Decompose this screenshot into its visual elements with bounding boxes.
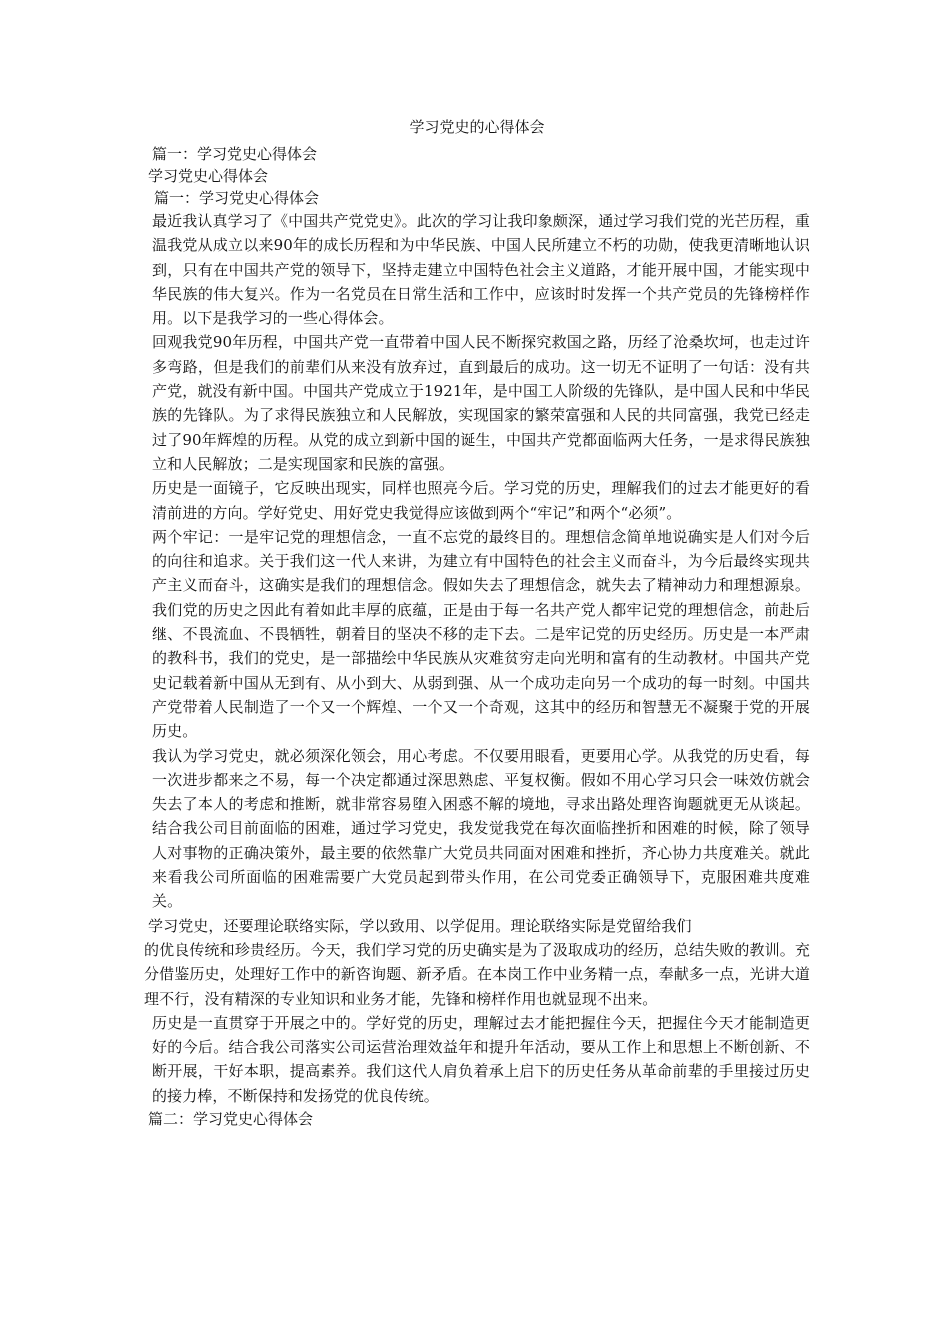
section-heading: 篇一：学习党史心得体会: [154, 189, 320, 207]
paragraph: 我认为学习党史，就必须深化领会，用心考虑。不仅要用眼看，更要用心学。从我党的历史看，每一次进步都来之不易，每一个决定都通过深思熟虑、平复权衡。假如不用心学习只会一味效仿就会失去了本人的考虑和推断，就非常容易堕入困惑不解的境地，寻求出路处理咨询题就更无从谈起。结合我公司目前面临的困难，通过学习党史，我发觉我党在每次面临挫折和困难的时候，除了领导人对事物的正确决策外，最主要的依然靠广大党员共同面对困难和挫折，齐心协力共度难关。就此来看我公司所面临的困难需要广大党员起到带头作用，在公司党委正确领导下，克服困难共度难关。: [152, 746, 810, 911]
paragraph: 两个牢记：一是牢记党的理想信念，一直不忘党的最终目的。理想信念简单地说确实是人们对今后的向往和追求。关于我们这一代人来讲，为建立有中国特色的社会主义而奋斗，为今后最终实现共产主义而奋斗，这确实是我们的理想信念。假如失去了理想信念，就失去了精神动力和理想源泉。我们党的历史之因此有着如此丰厚的底蕴，正是由于每一名共产党人都牢记党的理想信念，前赴后继、不畏流血、不畏牺牲，朝着目的坚决不移的走下去。二是牢记党的历史经历。历史是一本严肃的教科书，我们的党史，是一部描绘中华民族从灾难贫穷走向光明和富有的生动教材。中国共产党史记载着新中国从无到有、从小到大、从弱到强、从一个成功走向另一个成功的每一时刻。中国共产党带着人民制造了一个又一个辉煌、一个又一个奇观，这其中的经历和智慧无不凝聚于党的开展历史。: [152, 527, 810, 741]
paragraph: 回观我党90年历程，中国共产党一直带着中国人民不断探究救国之路，历经了沧桑坎坷，也走过许多弯路，但是我们的前辈们从来没有放弃过，直到最后的成功。这一切无不证明了一句话：没有共产党，就没有新中国。中国共产党成立于1921年，是中国工人阶级的先锋队，是中国人民和中华民族的先锋队。为了求得民族独立和人民解放，实现国家的繁荣富强和人民的共同富强，我党已经走过了90年辉煌的历程。从党的成立到新中国的诞生，中国共产党都面临两大任务，一是求得民族独立和人民解放；二是实现国家和民族的富强。: [152, 333, 810, 473]
section-heading: 篇一：学习党史心得体会: [152, 145, 318, 163]
document-title: 学习党史的心得体会: [409, 118, 545, 136]
paragraph: 最近我认真学习了《中国共产党党史》。此次的学习让我印象颇深，通过学习我们党的光芒历程，重温我党从成立以来90年的成长历程和为中华民族、中国人民所建立不朽的功勋，使我更清晰地认识到，只有在中国共产党的领导下，坚持走建立中国特色社会主义道路，才能开展中国，才能实现中华民族的伟大复兴。作为一名党员在日常生活和工作中，应该时时发挥一个共产党员的先锋榜样作用。以下是我学习的一些心得体会。: [152, 212, 810, 328]
subtitle-heading: 学习党史心得体会: [148, 167, 269, 185]
paragraph: 历史是一直贯穿于开展之中的。学好党的历史，理解过去才能把握住今天，把握住今天才能制造更好的今后。结合我公司落实公司运营治理效益年和提升年活动，要从工作上和思想上不断创新、不断开展，干好本职，提高素养。我们这代人肩负着承上启下的历史任务从革命前辈的手里接过历史的接力棒，不断保持和发扬党的优良传统。: [152, 1013, 810, 1105]
paragraph: 历史是一面镜子，它反映出现实，同样也照亮今后。学习党的历史，理解我们的过去才能更好的看清前进的方向。学好党史、用好党史我觉得应该做到两个“牢记”和两个“必须”。: [152, 479, 810, 522]
paragraph: 的优良传统和珍贵经历。今天，我们学习党的历史确实是为了汲取成功的经历，总结失败的教训。充分借鉴历史，处理好工作中的新咨询题、新矛盾。在本岗工作中业务精一点，奉献多一点，光讲大道理不行，没有精深的专业知识和业务才能，先锋和榜样作用也就显现不出来。: [144, 940, 810, 1008]
paragraph: 学习党史，还要理论联络实际，学以致用、以学促用。理论联络实际是党留给我们: [148, 916, 692, 935]
section-heading: 篇二：学习党史心得体会: [148, 1109, 314, 1128]
